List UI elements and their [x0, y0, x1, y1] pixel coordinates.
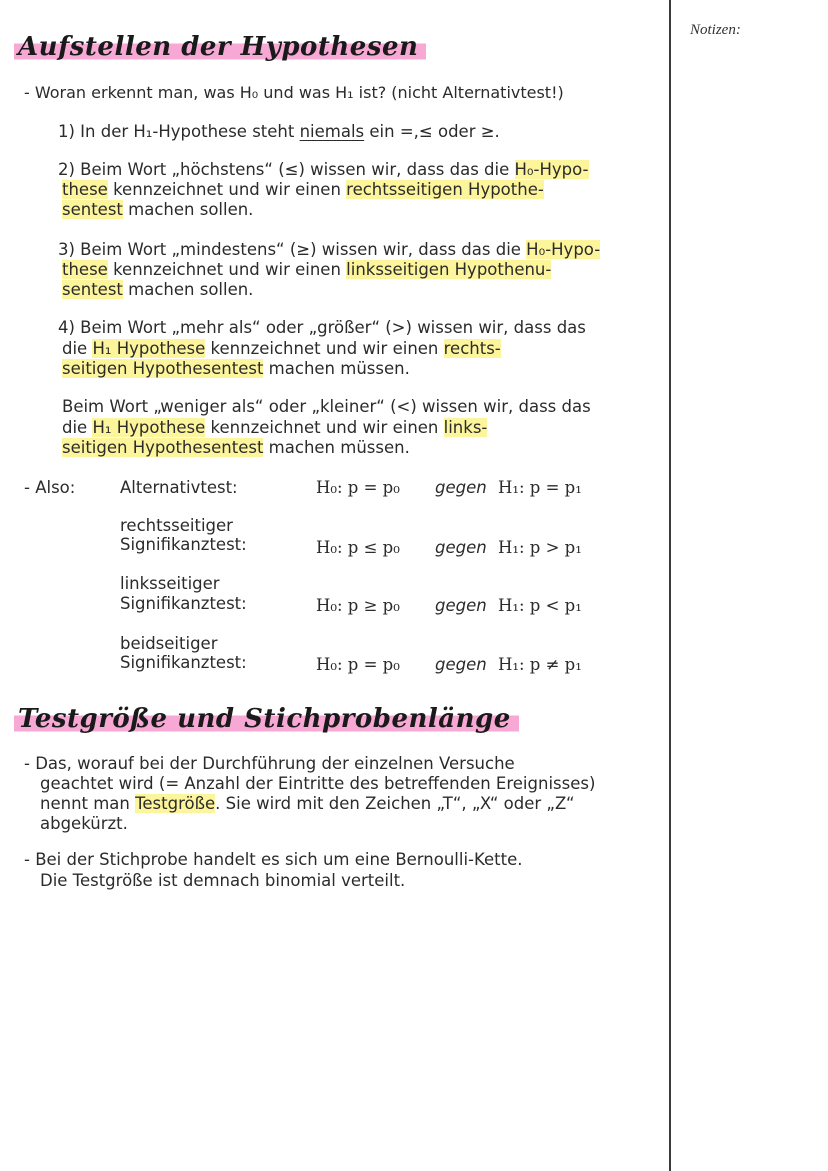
point-5-line-3: [62, 438, 410, 458]
p5-text-2: kennzeichnet und wir einen: [205, 418, 444, 437]
p4-highlight-rechts: rechts-: [443, 339, 501, 358]
point-3-line-3: [62, 280, 253, 300]
test-1-h1: H₁: p = p₁: [498, 478, 582, 497]
bullet-1-line-1: - Das, worauf bei der Durchführung der einzelnen Versuche: [24, 754, 515, 773]
bullet-1-line-3: [40, 794, 575, 814]
p3-highlight-linksseitig: linksseitigen Hypothenu-: [346, 260, 552, 279]
point-1-niemals: niemals: [299, 122, 365, 141]
p2-highlight-sentest: sentest: [62, 200, 123, 219]
test-4-gegen: gegen: [435, 655, 487, 674]
b1-text-2: . Sie wird mit den Zeichen „T“, „X“ oder „Z“: [215, 794, 575, 813]
point-1-text-c: ein =,≤ oder ≥.: [364, 122, 500, 141]
test-2-gegen: gegen: [435, 538, 487, 557]
point-1: [58, 122, 500, 142]
p5-highlight-test: seitigen Hypothesentest: [62, 438, 264, 457]
test-3-name-l2: Signifikanztest:: [120, 594, 247, 613]
test-2-h1: H₁: p > p₁: [498, 538, 582, 557]
section2-heading-text: Testgröße und Stichprobenlänge: [14, 704, 519, 734]
p4-text: die: [62, 339, 93, 358]
p3-text: 3) Beim Wort „mindestens“ (≥) wissen wir, dass das die: [58, 240, 527, 259]
p2-highlight-rechtsseitig: rechtsseitigen Hypothe-: [346, 180, 544, 199]
point-4-line-3: [62, 359, 410, 379]
point-5-line-1: Beim Wort „weniger als“ oder „kleiner“ (<) wissen wir, dass das: [62, 397, 591, 416]
point-4-line-1: 4) Beim Wort „mehr als“ oder „größer“ (>) wissen wir, dass das: [58, 318, 586, 337]
test-2-name-l1: rechtsseitiger: [120, 516, 233, 535]
b1-text: nennt man: [40, 794, 136, 813]
point-5-line-2: [62, 418, 487, 438]
p3-highlight-these: these: [62, 260, 108, 279]
point-2-line-1: [58, 160, 589, 180]
test-1-gegen: gegen: [435, 478, 487, 497]
p3-text-3: machen sollen.: [122, 280, 254, 299]
point-4-line-2: [62, 339, 501, 359]
point-3-line-2: [62, 260, 551, 280]
test-1-name: Alternativtest:: [120, 478, 238, 497]
section1-heading: [14, 32, 426, 62]
point-2-line-2: [62, 180, 544, 200]
p4-text-2: kennzeichnet und wir einen: [205, 339, 444, 358]
p3-highlight-h0: H₀-Hypo-: [526, 240, 601, 259]
point-2-line-3: [62, 200, 253, 220]
test-4-h1: H₁: p ≠ p₁: [498, 655, 582, 674]
margin-divider: [669, 0, 671, 1171]
test-1-h0: H₀: p = p₀: [316, 478, 400, 497]
test-4-name-l1: beidseitiger: [120, 634, 218, 653]
question-line: - Woran erkennt man, was H₀ und was H₁ ist? (nicht Alternativtest!): [24, 83, 564, 102]
p4-text-3: machen müssen.: [263, 359, 410, 378]
bullet-2-line-1: - Bei der Stichprobe handelt es sich um eine Bernoulli-Kette.: [24, 850, 523, 869]
test-3-h0: H₀: p ≥ p₀: [316, 596, 400, 615]
point-3-line-1: [58, 240, 600, 260]
test-3-h1: H₁: p < p₁: [498, 596, 582, 615]
b1-highlight-testgroesse: Testgröße: [135, 794, 216, 813]
notes-label: Notizen:: [690, 22, 741, 38]
p2-highlight-h0: H₀-Hypo-: [514, 160, 589, 179]
p5-highlight-h1: H₁ Hypothese: [92, 418, 206, 437]
section2-heading: [14, 704, 519, 734]
p5-text-3: machen müssen.: [263, 438, 410, 457]
section1-heading-text: Aufstellen der Hypothesen: [14, 32, 426, 62]
p4-highlight-h1: H₁ Hypothese: [92, 339, 206, 358]
bullet-1-line-4: abgekürzt.: [40, 814, 128, 833]
test-3-gegen: gegen: [435, 596, 487, 615]
test-2-name-l2: Signifikanztest:: [120, 535, 247, 554]
also-label: - Also:: [24, 478, 76, 497]
bullet-1-line-2: geachtet wird (= Anzahl der Eintritte des betreffenden Ereignisses): [40, 774, 596, 793]
test-3-name-l1: linksseitiger: [120, 574, 220, 593]
p5-highlight-links: links-: [443, 418, 488, 437]
p2-text-3: machen sollen.: [122, 200, 254, 219]
p2-text: 2) Beim Wort „höchstens“ (≤) wissen wir, dass das die: [58, 160, 515, 179]
p2-text-2: kennzeichnet und wir einen: [107, 180, 347, 199]
p4-highlight-test: seitigen Hypothesentest: [62, 359, 264, 378]
test-2-h0: H₀: p ≤ p₀: [316, 538, 400, 557]
p3-highlight-sentest: sentest: [62, 280, 123, 299]
p5-text: die: [62, 418, 93, 437]
point-1-text-a: 1) In der H₁-Hypothese steht: [58, 122, 300, 141]
p3-text-2: kennzeichnet und wir einen: [107, 260, 347, 279]
bullet-2-line-2: Die Testgröße ist demnach binomial verteilt.: [40, 871, 406, 890]
p2-highlight-these: these: [62, 180, 108, 199]
test-4-h0: H₀: p = p₀: [316, 655, 400, 674]
test-4-name-l2: Signifikanztest:: [120, 653, 247, 672]
